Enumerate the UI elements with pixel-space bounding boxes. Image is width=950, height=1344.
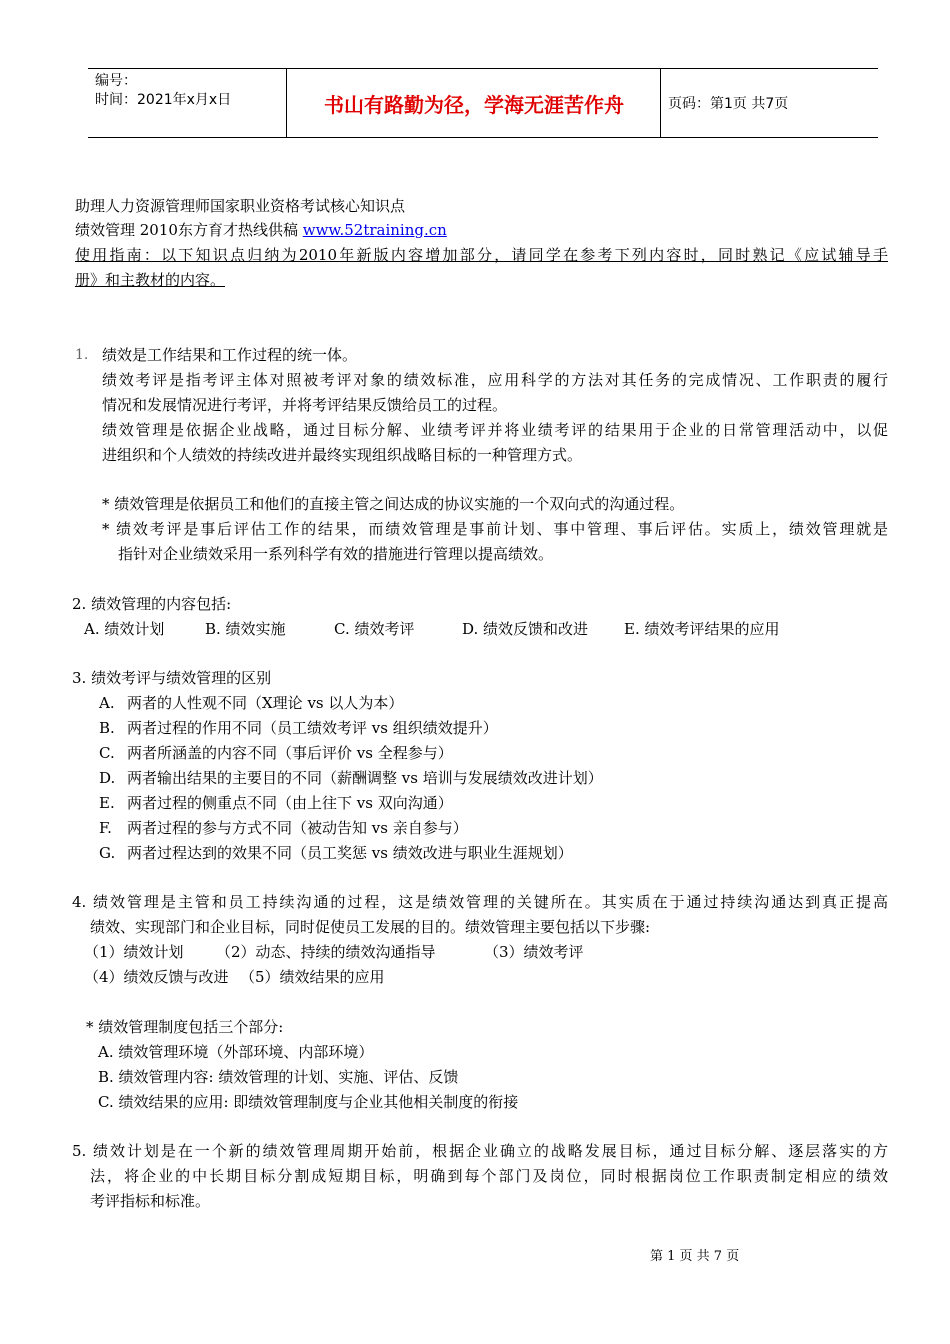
section-4-step: （1）绩效计划	[84, 943, 184, 961]
section-3-item	[99, 768, 603, 788]
usage-guide-line-1: 使用指南：以下知识点归纳为2010年新版内容增加部分，请同学在参考下列内容时，同时熟记《应试辅导手	[75, 246, 888, 264]
page-footer: 第 1 页 共 7 页	[650, 1249, 740, 1264]
header-divider	[286, 69, 287, 137]
section-2-option: C. 绩效考评	[334, 620, 415, 638]
item-key: B.	[99, 719, 115, 737]
section-1-line: 情况和发展情况进行考评，并将考评结果反馈给员工的过程。	[102, 396, 508, 414]
section-4-part: B. 绩效管理内容: 绩效管理的计划、实施、评估、反馈	[98, 1068, 459, 1086]
section-4-part: C. 绩效结果的应用: 即绩效管理制度与企业其他相关制度的衔接	[98, 1093, 519, 1111]
section-1-line: 绩效管理是依据企业战略，通过目标分解、业绩考评并将业绩考评的结果用于企业的日常管理活动中，以促	[102, 421, 888, 439]
section-1-line: 绩效是工作结果和工作过程的统一体。	[102, 346, 358, 364]
section-2-option: D. 绩效反馈和改进	[462, 620, 589, 638]
item-key: F.	[99, 819, 112, 837]
item-text: 两者的人性观不同（X理论 vs 以人为本）	[127, 694, 404, 712]
item-key: A.	[99, 694, 115, 712]
section-4-step: （4）绩效反馈与改进	[84, 968, 229, 986]
item-text: 两者所涵盖的内容不同（事后评价 vs 全程参与）	[127, 744, 453, 762]
page-header	[88, 68, 878, 138]
item-text: 两者输出结果的主要目的不同（薪酬调整 vs 培训与发展绩效改进计划）	[127, 769, 603, 787]
item-text: 两者过程达到的效果不同（员工奖惩 vs 绩效改进与职业生涯规划）	[127, 844, 573, 862]
item-key: D.	[99, 769, 116, 787]
header-time: 时间：2021年x月x日	[95, 92, 232, 108]
section-3-item	[99, 843, 573, 863]
header-info	[95, 72, 231, 110]
section-5-line: 法，将企业的中长期目标分割成短期目标，明确到每个部门及岗位，同时根据岗位工作职责制定相应的绩效	[90, 1167, 888, 1185]
section-3-title: 3. 绩效考评与绩效管理的区别	[72, 669, 272, 687]
section-4-note: * 绩效管理制度包括三个部分:	[86, 1018, 284, 1036]
item-text: 两者过程的参与方式不同（被动告知 vs 亲自参与）	[127, 819, 468, 837]
section-4-step: （3）绩效考评	[484, 943, 584, 961]
section-4-part: A. 绩效管理环境（外部环境、内部环境）	[98, 1043, 374, 1061]
item-text: 两者过程的作用不同（员工绩效考评 vs 组织绩效提升）	[127, 719, 498, 737]
section-1-number: 1.	[75, 347, 89, 363]
website-link[interactable]: www.52training.cn	[302, 221, 447, 239]
doc-title: 助理人力资源管理师国家职业资格考试核心知识点	[75, 197, 406, 215]
section-2-option: A. 绩效计划	[84, 620, 165, 638]
usage-guide-line-2: 册》和主教材的内容。	[75, 271, 226, 289]
section-1-note: * 绩效考评是事后评估工作的结果，而绩效管理是事前计划、事中管理、事后评估。实质上，绩效管理就是	[102, 520, 888, 538]
header-divider	[660, 69, 661, 137]
section-4-line: 绩效、实现部门和企业目标，同时促使员工发展的目的。绩效管理主要包括以下步骤:	[90, 918, 651, 936]
section-3-item	[99, 743, 453, 763]
header-page-number: 页码：第1页 共7页	[668, 96, 789, 112]
item-text: 两者过程的侧重点不同（由上往下 vs 双向沟通）	[127, 794, 453, 812]
section-4-step: （2）动态、持续的绩效沟通指导	[216, 943, 436, 961]
section-1-line: 绩效考评是指考评主体对照被考评对象的绩效标准，应用科学的方法对其任务的完成情况、工作职责的履行	[102, 371, 888, 389]
section-2-title: 2. 绩效管理的内容包括:	[72, 595, 232, 613]
doc-subtitle	[75, 220, 447, 240]
section-4-line: 4. 绩效管理是主管和员工持续沟通的过程，这是绩效管理的关键所在。其实质在于通过持续沟通达到真正提高	[72, 893, 888, 911]
section-1-note: * 绩效管理是依据员工和他们的直接主管之间达成的协议实施的一个双向式的沟通过程。	[102, 495, 685, 513]
section-5-line: 考评指标和标准。	[90, 1192, 211, 1210]
section-3-item	[99, 793, 453, 813]
section-3-item	[99, 718, 498, 738]
header-number: 编号：	[95, 73, 137, 89]
item-key: E.	[99, 794, 115, 812]
section-3-item	[99, 693, 403, 713]
section-3-item	[99, 818, 468, 838]
section-2-option: B. 绩效实施	[205, 620, 286, 638]
section-1-note: 指针对企业绩效采用一系列科学有效的措施进行管理以提高绩效。	[118, 545, 554, 563]
section-2-option: E. 绩效考评结果的应用	[624, 620, 780, 638]
item-key: G.	[99, 844, 116, 862]
header-motto: 书山有路勤为径，学海无涯苦作舟	[324, 92, 624, 117]
subtitle-text: 绩效管理 2010东方育才热线供稿	[75, 221, 298, 239]
section-5-line: 5. 绩效计划是在一个新的绩效管理周期开始前，根据企业确立的战略发展目标，通过目标分解、逐层落实的方	[72, 1142, 888, 1160]
item-key: C.	[99, 744, 115, 762]
section-1-line: 进组织和个人绩效的持续改进并最终实现组织战略目标的一种管理方式。	[102, 446, 583, 464]
section-4-step: （5）绩效结果的应用	[240, 968, 385, 986]
